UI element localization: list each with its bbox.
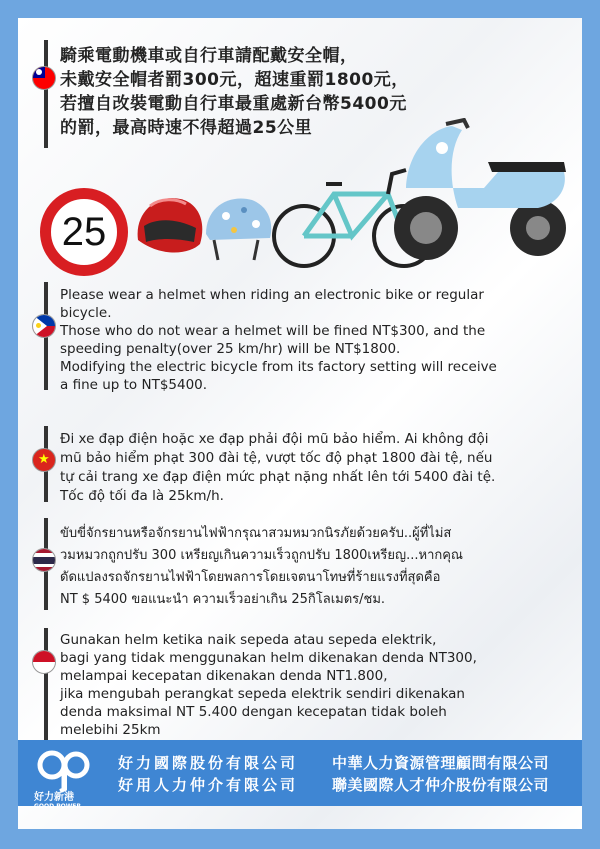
company-name: 好用人力仲介有限公司 [118, 776, 299, 794]
speed-limit-value: 25 [61, 209, 107, 254]
indonesian-line: jika mengubah perangkat sepeda elektrik sendiri dikenakan [60, 686, 465, 702]
electric-scooter-icon [388, 118, 578, 268]
chinese-line: 的罰，最高時速不得超過25公里 [60, 118, 313, 138]
chinese-line: 未戴安全帽者罰300元，超速重罰1800元， [60, 70, 409, 90]
bicycle-helmet-icon [200, 190, 276, 270]
chinese-notice [60, 44, 409, 140]
vietnamese-line: tự cải trang xe đạp điện mức phạt nặng nhất lên tới 5400 đài tệ. [60, 469, 496, 485]
indonesian-line: Gunakan helm ketika naik sepeda atau sepeda elektrik, [60, 632, 437, 648]
chinese-line: 騎乘電動機車或自行車請配戴安全帽， [60, 46, 358, 66]
vietnamese-line: mũ bảo hiểm phạt 300 đài tệ, vượt tốc độ phạt 1800 đài tệ, nếu [60, 450, 493, 466]
english-line: speeding penalty(over 25 km/hr) will be NT$1800. [60, 341, 401, 357]
company-list-left [118, 752, 298, 796]
english-line: Modifying the electric bicycle from its factory setting will receive [60, 359, 497, 375]
english-line: a fine up to NT$5400. [60, 377, 208, 393]
vietnamese-line: Tốc độ tối đa là 25km/h. [60, 488, 224, 504]
company-name: 好力國際股份有限公司 [118, 754, 299, 772]
thai-line: ดัดแปลงรถจักรยานไฟฟ้าโดยพลการโดยเจตนาโทษที่ร้ายแรงที่สุดคือ [60, 570, 441, 585]
indonesian-line: bagi yang tidak menggunakan helm dikenakan denda NT300, [60, 650, 477, 666]
indonesian-notice [60, 631, 560, 739]
indonesian-line: melebihi 25km [60, 722, 161, 738]
logo-subtitle: GOOD POWER [34, 803, 82, 810]
english-notice [60, 286, 560, 394]
company-name: 聯美國際人才仲介股份有限公司 [332, 776, 550, 794]
vietnamese-line: Đi xe đạp điện hoặc xe đạp phải đội mũ bảo hiểm. Ai không đội [60, 431, 489, 447]
vietnam-flag-icon: ★ [32, 448, 56, 472]
company-footer [18, 740, 582, 810]
indonesian-line: denda maksimal NT 5.400 dengan kecepatan tidak boleh [60, 704, 447, 720]
indonesia-flag-icon [32, 650, 56, 674]
thai-line: NT $ 5400 ขอแนะนำ ความเร็วอย่าเกิน 25กิโลเมตร/ชม. [60, 592, 386, 607]
indonesian-section-bar [44, 628, 48, 740]
logo-name: 好力新港 [34, 792, 74, 803]
thai-notice [60, 523, 570, 611]
thailand-flag-icon [32, 548, 56, 572]
company-name: 中華人力資源管理顧問有限公司 [332, 754, 550, 772]
philippines-flag-icon [32, 314, 56, 338]
english-line: bicycle. [60, 305, 112, 321]
thai-line: ขับขี่จักรยานหรือจักรยานไฟฟ้ากรุณาสวมหมวกนิรภัยด้วยครับ..ผู้ที่ไม่ส [60, 526, 452, 541]
logo-caption [34, 788, 81, 810]
speed-limit-sign [40, 188, 128, 276]
english-line: Those who do not wear a helmet will be fined NT$300, and the [60, 323, 486, 339]
motorcycle-helmet-icon [130, 188, 210, 268]
company-list-right [332, 752, 549, 796]
indonesian-line: melampai kecepatan dikenakan denda NT1.800, [60, 668, 388, 684]
thai-line: วมหมวกถูกปรับ 300 เหรียญเกินความเร็วถูกปรับ 1800เหรียญ...หากคุณ [60, 548, 463, 563]
english-line: Please wear a helmet when riding an electronic bike or regular [60, 287, 484, 303]
vietnamese-notice [60, 430, 560, 506]
chinese-section-bar [44, 40, 48, 148]
taiwan-flag-icon [32, 66, 56, 90]
chinese-line: 若擅自改裝電動自行車最重處新台幣5400元 [60, 94, 407, 114]
poster-card [18, 18, 582, 829]
